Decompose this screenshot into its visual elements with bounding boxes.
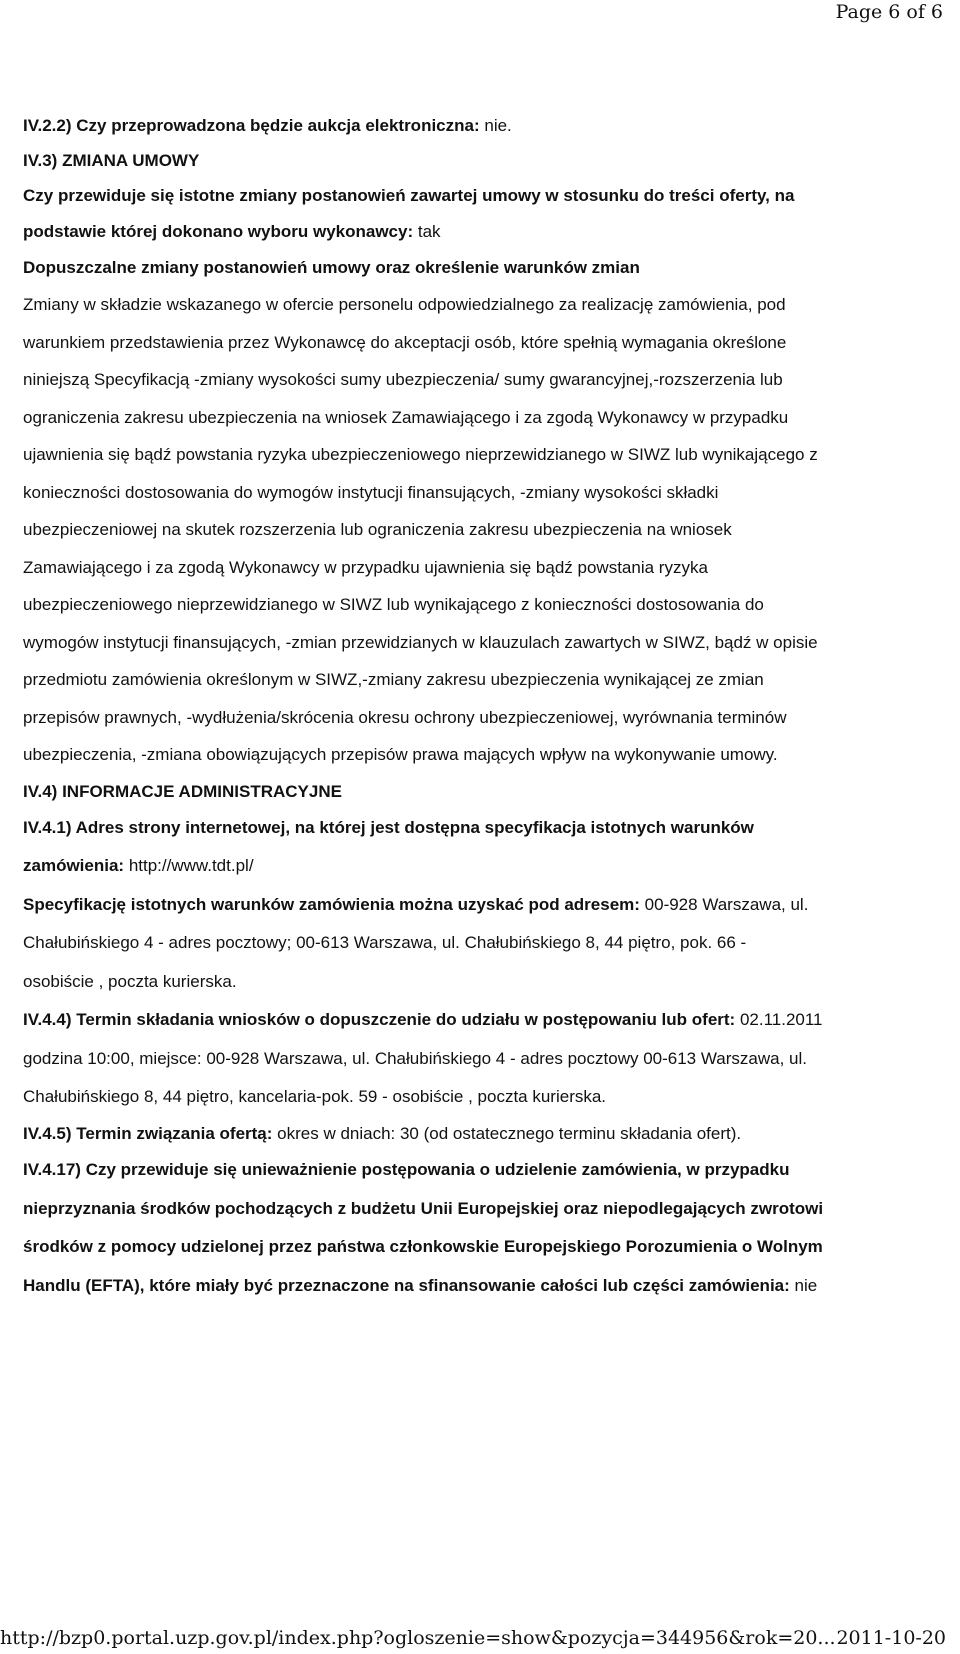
notice-body	[23, 108, 951, 1305]
paragraph-line: warunkiem przedstawienia przez Wykonawcę do akceptacji osób, które spełnią wymagania określone	[23, 332, 787, 352]
page-number: Page 6 of 6	[835, 1, 943, 23]
paragraph-line: ograniczenia zakresu ubezpieczenia na wniosek Zamawiającego i za zgodą Wykonawcy w przypadku	[23, 407, 789, 427]
paragraph-line: Zmiany w składzie wskazanego w ofercie personelu odpowiedzialnego za realizację zamówienia, pod	[23, 295, 786, 314]
question-line: podstawie której dokonano wyboru wykonawcy: tak	[23, 222, 441, 241]
footer-url: http://bzp0.portal.uzp.gov.pl/index.php?ogloszenie=show&pozycja=344956&rok=20...	[0, 1627, 836, 1649]
question-line: nieprzyznania środków pochodzących z budżetu Unii Europejskiej oraz niepodlegających zwrotowi	[23, 1198, 824, 1218]
question-line: Handlu (EFTA), które miały być przeznaczone na sfinansowanie całości lub części zamówienia: nie	[23, 1275, 818, 1295]
question-line: Specyfikację istotnych warunków zamówienia można uzyskać pod adresem: 00-928 Warszawa, ul.	[23, 894, 809, 914]
paragraph-line: ubezpieczeniowego nieprzewidzianego w SIWZ lub wynikającego z konieczności dostosowania do	[23, 595, 764, 614]
paragraph-line: wymogów instytucji finansujących, -zmian przewidzianych w klauzulach zawartych w SIWZ, bądź w opisie	[23, 632, 818, 652]
question-line: IV.4.1) Adres strony internetowej, na której jest dostępna specyfikacja istotnych warunków	[23, 817, 754, 837]
paragraph-line: ubezpieczenia, -zmiana obowiązujących przepisów prawa mających wpływ na wykonywanie umowy.	[23, 745, 778, 764]
section-heading: IV.3) ZMIANA UMOWY	[23, 151, 200, 170]
question-line: Czy przewiduje się istotne zmiany postanowień zawartej umowy w stosunku do treści oferty, na	[23, 186, 795, 205]
paragraph-line: Zamawiającego i za zgodą Wykonawcy w przypadku ujawnienia się bądź powstania ryzyka	[23, 557, 708, 577]
footer-date: 2011-10-20	[836, 1627, 946, 1649]
paragraph-line: godzina 10:00, miejsce: 00-928 Warszawa, ul. Chałubińskiego 4 - adres pocztowy 00-613 Warszawa, ul.	[23, 1048, 807, 1068]
paragraph-line: Chałubińskiego 8, 44 piętro, kancelaria-pok. 59 - osobiście , poczta kurierska.	[23, 1087, 607, 1106]
changes-paragraph	[23, 286, 951, 774]
paragraph-line: konieczności dostosowania do wymogów instytucji finansujących, -zmiany wysokości składki	[23, 482, 719, 502]
paragraph-line: przedmiotu zamówienia określonym w SIWZ,-zmiany zakresu ubezpieczenia wynikającej ze zmian	[23, 670, 764, 689]
paragraph-line: przepisów prawnych, -wydłużenia/skrócenia okresu ochrony ubezpieczeniowej, wyrównania terminów	[23, 707, 787, 727]
question-line: IV.4.5) Termin związania ofertą: okres w dniach: 30 (od ostatecznego terminu składania ofert).	[23, 1123, 742, 1143]
auction-line: IV.2.2) Czy przeprowadzona będzie aukcja elektroniczna: nie.	[23, 116, 512, 135]
paragraph-line: ubezpieczeniowej na skutek rozszerzenia lub ograniczenia zakresu ubezpieczenia na wniosek	[23, 520, 732, 539]
question-line: IV.4.4) Termin składania wniosków o dopuszczenie do udziału w postępowaniu lub ofert: 02.11.2011	[23, 1010, 823, 1029]
question-line: zamówienia: http://www.tdt.pl/	[23, 856, 254, 875]
paragraph-line: ujawnienia się bądź powstania ryzyka ubezpieczeniowego nieprzewidzianego w SIWZ lub wynikającego z	[23, 445, 818, 464]
section-heading: IV.4) INFORMACJE ADMINISTRACYJNE	[23, 781, 342, 801]
subheading: Dopuszczalne zmiany postanowień umowy oraz określenie warunków zmian	[23, 258, 640, 277]
question-line: środków z pomocy udzielonej przez państwa członkowskie Europejskiego Porozumienia o Wolnym	[23, 1237, 823, 1256]
paragraph-line: Chałubińskiego 4 - adres pocztowy; 00-613 Warszawa, ul. Chałubińskiego 8, 44 piętro, pok. 66 -	[23, 933, 747, 952]
question-line: IV.4.17) Czy przewiduje się unieważnienie postępowania o udzielenie zamówienia, w przypadku	[23, 1160, 790, 1179]
paragraph-line: niniejszą Specyfikacją -zmiany wysokości sumy ubezpieczenia/ sumy gwarancyjnej,-rozszerzenia lub	[23, 370, 783, 389]
paragraph-line: osobiście , poczta kurierska.	[23, 971, 237, 991]
